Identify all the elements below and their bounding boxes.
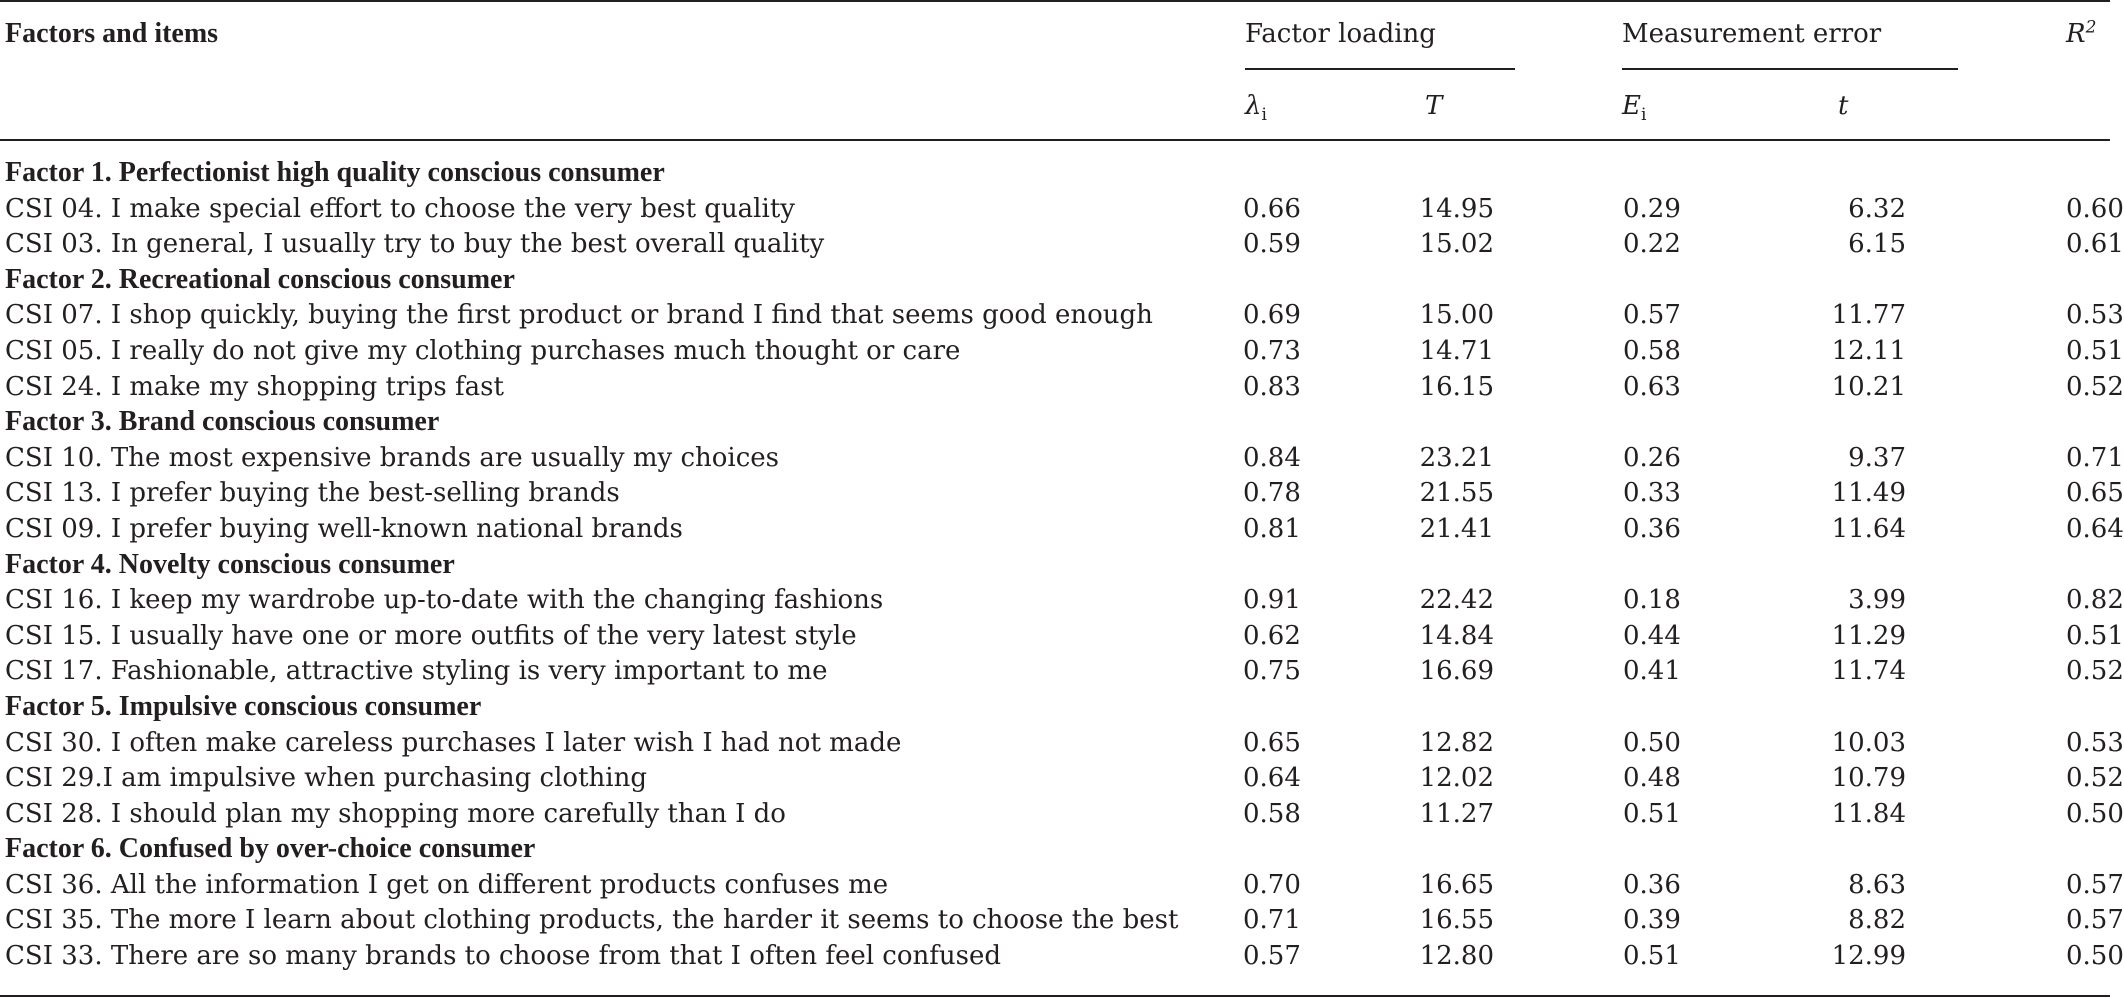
T-value: 16.69 xyxy=(1419,656,1494,687)
item-label: CSI 29.I am impulsive when purchasing clothing xyxy=(5,763,647,794)
lambda-value: 0.83 xyxy=(1243,371,1301,402)
lambda-value: 0.57 xyxy=(1243,941,1301,972)
column-header-E: $E_i$ xyxy=(1622,91,1647,126)
t-value: 9.37 xyxy=(1848,442,1906,473)
r2-value: 0.61 xyxy=(2066,229,2124,260)
r2-value: 0.57 xyxy=(2066,905,2124,936)
r2-value: 0.52 xyxy=(2066,656,2124,687)
lambda-value: 0.62 xyxy=(1243,620,1301,651)
table-row xyxy=(0,333,2124,369)
r2-value: 0.50 xyxy=(2066,941,2124,972)
item-label: CSI 15. I usually have one or more outfits of the very latest style xyxy=(5,620,857,651)
lambda-value: 0.71 xyxy=(1243,905,1301,936)
lambda-value: 0.81 xyxy=(1243,513,1301,544)
T-value: 12.82 xyxy=(1419,727,1494,758)
T-value: 11.27 xyxy=(1419,798,1494,829)
item-label: CSI 36. All the information I get on different products confuses me xyxy=(5,869,889,900)
factor-row xyxy=(0,262,2110,298)
t-value: 10.79 xyxy=(1831,763,1906,794)
factor-row xyxy=(0,547,2110,583)
lambda-value: 0.59 xyxy=(1243,229,1301,260)
item-label: CSI 03. In general, I usually try to buy the best overall quality xyxy=(5,229,825,260)
lambda-value: 0.75 xyxy=(1243,656,1301,687)
factor-row xyxy=(0,155,2110,191)
T-value: 21.41 xyxy=(1419,513,1494,544)
E-value: 0.48 xyxy=(1623,763,1681,794)
table-row xyxy=(0,369,2124,405)
E-value: 0.26 xyxy=(1623,442,1681,473)
lambda-value: 0.70 xyxy=(1243,869,1301,900)
factor-title: Factor 3. Brand conscious consumer xyxy=(5,406,440,438)
E-value: 0.63 xyxy=(1623,371,1681,402)
E-value: 0.41 xyxy=(1623,656,1681,687)
item-label: CSI 35. The more I learn about clothing products, the harder it seems to choose the best xyxy=(5,905,1179,936)
item-label: CSI 13. I prefer buying the best-selling brands xyxy=(5,478,620,509)
lambda-value: 0.69 xyxy=(1243,300,1301,331)
t-value: 10.03 xyxy=(1831,727,1906,758)
E-value: 0.51 xyxy=(1623,798,1681,829)
t-value: 6.32 xyxy=(1848,193,1906,224)
T-value: 15.02 xyxy=(1419,229,1494,260)
lambda-value: 0.91 xyxy=(1243,585,1301,616)
r2-value: 0.65 xyxy=(2066,478,2124,509)
lambda-value: 0.73 xyxy=(1243,335,1301,366)
t-value: 11.29 xyxy=(1831,620,1906,651)
T-value: 14.95 xyxy=(1419,193,1494,224)
lambda-value: 0.84 xyxy=(1243,442,1301,473)
E-value: 0.39 xyxy=(1623,905,1681,936)
T-value: 15.00 xyxy=(1419,300,1494,331)
measurement-error-underline xyxy=(1622,68,1958,70)
table-row xyxy=(0,191,2124,227)
t-value: 6.15 xyxy=(1848,229,1906,260)
item-label: CSI 05. I really do not give my clothing purchases much thought or care xyxy=(5,335,961,366)
r2-value: 0.52 xyxy=(2066,371,2124,402)
table-body xyxy=(0,155,2124,974)
item-label: CSI 17. Fashionable, attractive styling is very important to me xyxy=(5,656,828,687)
t-value: 10.21 xyxy=(1831,371,1906,402)
r2-value: 0.51 xyxy=(2066,620,2124,651)
t-value: 3.99 xyxy=(1848,585,1906,616)
item-label: CSI 30. I often make careless purchases I later wish I had not made xyxy=(5,727,902,758)
r2-value: 0.60 xyxy=(2066,193,2124,224)
lambda-value: 0.64 xyxy=(1243,763,1301,794)
table-row xyxy=(0,475,2124,511)
item-label: CSI 04. I make special effort to choose the very best quality xyxy=(5,193,795,224)
item-label: CSI 10. The most expensive brands are usually my choices xyxy=(5,442,780,473)
t-value: 11.77 xyxy=(1831,300,1906,331)
factor-title: Factor 5. Impulsive conscious consumer xyxy=(5,690,482,722)
E-value: 0.36 xyxy=(1623,513,1681,544)
column-header-lambda: $\lambda_i$ xyxy=(1245,91,1267,126)
E-value: 0.51 xyxy=(1623,941,1681,972)
table-row xyxy=(0,796,2124,832)
T-value: 16.55 xyxy=(1419,905,1494,936)
E-value: 0.18 xyxy=(1623,585,1681,616)
column-header-T: T xyxy=(1425,91,1443,121)
item-label: CSI 16. I keep my wardrobe up-to-date with the changing fashions xyxy=(5,585,884,616)
r2-value: 0.53 xyxy=(2066,727,2124,758)
T-value: 14.71 xyxy=(1419,335,1494,366)
T-value: 22.42 xyxy=(1419,585,1494,616)
T-value: 14.84 xyxy=(1419,620,1494,651)
r2-value: 0.64 xyxy=(2066,513,2124,544)
table-row xyxy=(0,902,2124,938)
T-value: 23.21 xyxy=(1419,442,1494,473)
table-row xyxy=(0,938,2124,974)
table-row xyxy=(0,867,2124,903)
lambda-value: 0.58 xyxy=(1243,798,1301,829)
header-rule xyxy=(0,139,2110,141)
r2-value: 0.53 xyxy=(2066,300,2124,331)
table-row xyxy=(0,582,2124,618)
t-value: 8.82 xyxy=(1848,905,1906,936)
factor-title: Factor 6. Confused by over-choice consumer xyxy=(5,833,536,865)
t-value: 12.11 xyxy=(1831,335,1906,366)
item-label: CSI 24. I make my shopping trips fast xyxy=(5,371,504,402)
table-row xyxy=(0,653,2124,689)
r2-value: 0.52 xyxy=(2066,763,2124,794)
r2-value: 0.57 xyxy=(2066,869,2124,900)
E-value: 0.22 xyxy=(1623,229,1681,260)
lambda-value: 0.78 xyxy=(1243,478,1301,509)
item-label: CSI 07. I shop quickly, buying the first product or brand I find that seems good enough xyxy=(5,300,1153,331)
r2-value: 0.51 xyxy=(2066,335,2124,366)
column-group-measurement-error: Measurement error xyxy=(1622,19,1882,49)
item-label: CSI 09. I prefer buying well-known national brands xyxy=(5,513,683,544)
table-row xyxy=(0,297,2124,333)
t-value: 11.84 xyxy=(1831,798,1906,829)
t-value: 11.49 xyxy=(1831,478,1906,509)
factor-title: Factor 2. Recreational conscious consumer xyxy=(5,263,515,295)
table-row xyxy=(0,440,2124,476)
E-value: 0.33 xyxy=(1623,478,1681,509)
column-header-t: t xyxy=(1838,91,1849,121)
factor-title: Factor 4. Novelty conscious consumer xyxy=(5,548,455,580)
column-header-r2: $R^2$ xyxy=(2066,17,2097,49)
T-value: 12.02 xyxy=(1419,763,1494,794)
r2-value: 0.82 xyxy=(2066,585,2124,616)
table-row xyxy=(0,760,2124,796)
E-value: 0.58 xyxy=(1623,335,1681,366)
t-value: 11.64 xyxy=(1831,513,1906,544)
T-value: 21.55 xyxy=(1419,478,1494,509)
bottom-rule xyxy=(0,995,2110,997)
table-row xyxy=(0,618,2124,654)
E-value: 0.57 xyxy=(1623,300,1681,331)
factor-row xyxy=(0,689,2110,725)
r2-value: 0.50 xyxy=(2066,798,2124,829)
t-value: 8.63 xyxy=(1848,869,1906,900)
E-value: 0.50 xyxy=(1623,727,1681,758)
T-value: 16.65 xyxy=(1419,869,1494,900)
E-value: 0.44 xyxy=(1623,620,1681,651)
t-value: 12.99 xyxy=(1831,941,1906,972)
T-value: 12.80 xyxy=(1419,941,1494,972)
table-row xyxy=(0,511,2124,547)
factor-row xyxy=(0,831,2110,867)
lambda-value: 0.65 xyxy=(1243,727,1301,758)
E-value: 0.36 xyxy=(1623,869,1681,900)
T-value: 16.15 xyxy=(1419,371,1494,402)
factor-row xyxy=(0,404,2110,440)
t-value: 11.74 xyxy=(1831,656,1906,687)
factor-title: Factor 1. Perfectionist high quality conscious consumer xyxy=(5,157,665,188)
top-rule xyxy=(0,0,2110,2)
r2-value: 0.71 xyxy=(2066,442,2124,473)
table-row xyxy=(0,226,2124,262)
column-header-factors-items: Factors and items xyxy=(5,18,219,49)
item-label: CSI 28. I should plan my shopping more carefully than I do xyxy=(5,798,786,829)
factor-loading-underline xyxy=(1245,68,1515,70)
item-label: CSI 33. There are so many brands to choose from that I often feel confused xyxy=(5,941,1002,972)
table-row xyxy=(0,725,2124,761)
E-value: 0.29 xyxy=(1623,193,1681,224)
lambda-value: 0.66 xyxy=(1243,193,1301,224)
column-group-factor-loading: Factor loading xyxy=(1245,19,1436,49)
